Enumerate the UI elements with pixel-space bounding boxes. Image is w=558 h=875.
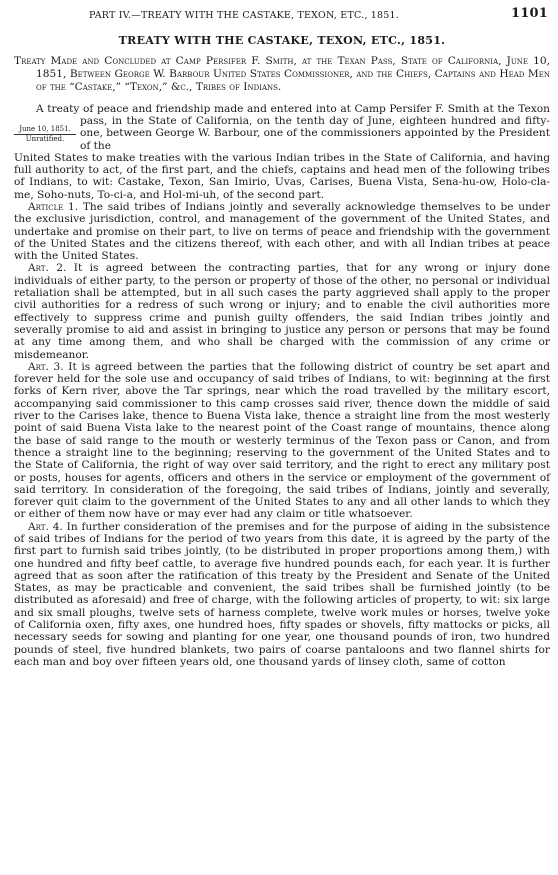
article-3: [14, 361, 550, 521]
article-2-label: Art. 2.: [28, 262, 67, 275]
preamble-text-1: A treaty of peace and friendship made and entered into at Camp Persifer F. Smith at the Texon pass, in the State of California, on the tenth day of June, eighteen hundred and fifty-one, between George W. Barbour, one of the commissioners appointed by the President of the: [36, 102, 550, 152]
article-2-text: It is agreed between the contracting parties, that for any wrong or injury done individuals of either party, to the person or property of those of the other, no personal or individual retaliation shall be attempted, but in all such cases the party aggrieved shall apply to the proper civil authorities for a redress of such wrong or injury; and to enable the civil authorities more effectively to suppress crime and punish guilty offenders, the said Indian tribes jointly and severally promise to aid and assist in bringing to justice any person or persons that may be found at any time among them, and who shall be charged with the commission of any crime or misdemeanor.: [14, 262, 550, 361]
running-title: PART IV.—TREATY WITH THE CASTAKE, TEXON, ETC., 1851.: [89, 10, 399, 21]
article-4-text: In further consideration of the premises and for the purpose of aiding in the subsistence of said tribes of Indians for the period of two years from this date, it is agreed by the party of the first part to furnish said tribes jointly, (to be distributed in proper proportions among them,) with one hundred and fifty beef cattle, to average five hundred pounds each, for each year. It is further agreed that as soon after the ratification of this treaty by the President and Senate of the United States, as may be practicable and convenient, the said tribes shall be furnished jointly (to be distributed as aforesaid) and free of charge, with the following articles of property, to wit: six large and six small ploughs, twelve sets of harness complete, twelve work mules or horses, twelve yoke of California oxen, fifty axes, one hundred hoes, fifty spades or shovels, fifty mattocks or picks, all necessary seeds for sowing and planting for one year, one thousand pounds of iron, two hundred pounds of steel, five hundred blankets, two pairs of coarse pantaloons and two flannel shirts for each man and boy over fifteen years old, one thousand yards of linsey cloth, same of cotton: [14, 520, 550, 668]
margin-note-status: Unratified.: [25, 134, 65, 143]
article-1-text: The said tribes of Indians jointly and severally acknowledge themselves to be under the exclusive jurisdiction, control, and management of the government of the United States, and undertake and promise on their part, to live on terms of peace and friendship with the government of the United States and the citizens thereof, with each other, and with all Indian tribes at peace with the United States.: [14, 200, 551, 263]
article-3-label: Art. 3.: [28, 360, 64, 373]
article-3-text: It is agreed between the parties that the following district of country be set apart and forever held for the sole use and occupancy of said tribes of Indians, to wit: beginning at the first forks of Kern river, above the Tar springs, near which the road travelled by the military escort, accompanying said commissioner to this camp crosses said river, thence down the middle of said river to the Carises lake, thence to Buena Vista lake, thence a straight line from the most westerly point of said Buena Vista lake to the nearest point of the Coast range of mountains, thence along the base of said range to the mouth or westerly terminus of the Texon pass or Canon, and from thence a straight line to the beginning; reserving to the government of the United States and to the State of California, the right of way over said territory, and the right to erect any military post or posts, houses for agents, officers and others in the service or employment of the government of said territory. In consideration of the foregoing, the said tribes of Indians, jointly and severally, forever quit claim to the government of the United States to any and all other lands to which they or either of them now have or may ever had any claim or title whatsoever.: [14, 360, 551, 521]
article-4: [14, 521, 550, 669]
treaty-subtitle: Treaty Made and Concluded at Camp Persifer F. Smith, at the Texan Pass, State of California, June 10, 1851, Between George W. Barbour United States Commissioner, and the Chiefs, Captains and Head Men of the “Castake,” “Texon,” &c., Tribes of Indians.: [14, 55, 550, 94]
page-number: 1101: [511, 6, 548, 21]
preamble: [14, 103, 550, 201]
margin-note-date: June 10, 1851.: [14, 125, 76, 135]
preamble-text-2: United States to make treaties with the various Indian tribes in the State of California, and having full authority to act, of the first part, and the chiefs, captains and head men of the following tribes of Indians, to wit: Castake, Texon, San Imirio, Uvas, Carises, Buena Vista, Sena-hu-ow, Holo-cla-me, Soho-nuts, To-ci-a, and Hol-mi-uh, of the second part.: [14, 151, 550, 201]
margin-note: [14, 125, 76, 144]
article-4-label: Art. 4.: [28, 520, 63, 533]
running-header: [14, 6, 550, 22]
treaty-title: TREATY WITH THE CASTAKE, TEXON, ETC., 1851.: [118, 34, 446, 47]
preamble-part1: [14, 103, 550, 152]
preamble-part2: [14, 152, 550, 201]
article-1-label: Article 1.: [28, 200, 79, 213]
treaty-body: [14, 103, 550, 669]
article-2: [14, 262, 550, 360]
article-1: [14, 201, 550, 262]
